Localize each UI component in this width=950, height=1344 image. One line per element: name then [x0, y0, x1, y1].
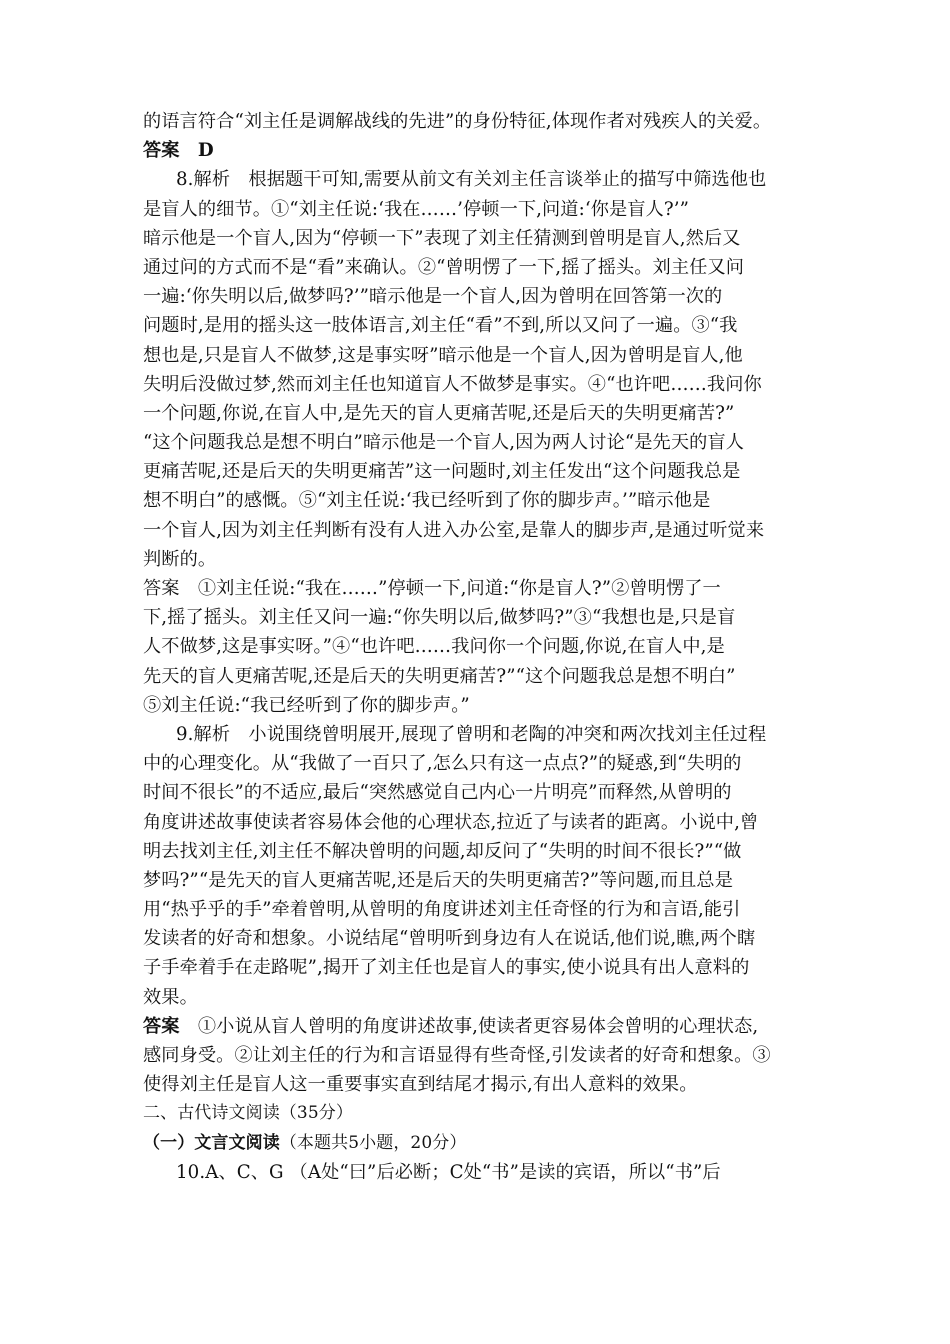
answer-9-line-2: 感同身受。②让刘主任的行为和言语显得有些奇怪,引发读者的好奇和想象。③ — [143, 1045, 771, 1066]
text-line: 答案 D — [143, 140, 214, 162]
text-line: 8.解析 根据题干可知,需要从前文有关刘主任言谈举止的描写中筛选他也 — [176, 169, 767, 191]
text-line: 9.解析 小说围绕曾明展开,展现了曾明和老陶的冲突和两次找刘主任过程 — [176, 723, 767, 745]
subsection-heading: （一）文言文阅读 — [143, 1132, 280, 1153]
text-line: 失明后没做过梦,然而刘主任也知道盲人不做梦是事实。④“也许吧……我问你 — [143, 373, 762, 395]
answer-9-line-1 — [143, 1012, 809, 1041]
text-line: 一个盲人,因为刘主任判断有没有人进入办公室,是靠人的脚步声,是通过听觉来 — [143, 519, 765, 541]
answer-label: 答案 — [143, 1015, 180, 1037]
text-line: 一个问题,你说,在盲人中,是先天的盲人更痛苦呢,还是后天的失明更痛苦?” — [143, 402, 735, 424]
text-line: 一遍:‘你失明以后,做梦吗?’”暗示他是一个盲人,因为曾明在回答第一次的 — [143, 286, 723, 308]
text-line: 通过问的方式而不是“看”来确认。②“曾明愣了一下,摇了摇头。刘主任又问 — [143, 256, 744, 278]
text-line: 中的心理变化。从“我做了一百只了,怎么只有这一点点?”的疑惑,到“失明的 — [143, 753, 742, 775]
text-line: 想也是,只是盲人不做梦,这是事实呀”暗示他是一个盲人,因为曾明是盲人,他 — [143, 344, 743, 366]
text-line: 时间不很长”的不适应,最后“突然感觉自己内心一片明亮”而释然,从曾明的 — [143, 782, 732, 804]
section-title: 二、古代诗文阅读（35分） — [143, 1103, 353, 1124]
question-10-line: 10.A、C、G （A处“曰”后必断；C处“书”是读的宾语，所以“书”后 — [176, 1161, 721, 1183]
subsection-note: （本题共5小题，20分） — [279, 1132, 467, 1153]
text-line: 判断的。 — [143, 548, 217, 570]
text-lines — [143, 107, 809, 1012]
text-line: 下,摇了摇头。刘主任又问一遍:“你失明以后,做梦吗?”③“我想也是,只是盲 — [143, 607, 736, 629]
text-line: “这个问题我总是想不明白”暗示他是一个盲人,因为两人讨论“是先天的盲人 — [143, 432, 744, 454]
text-line: 人不做梦,这是事实呀。”④“也许吧……我问你一个问题,你说,在盲人中,是 — [143, 636, 725, 658]
answer-9-line-3: 使得刘主任是盲人这一重要事实直到结尾才揭示,有出人意料的效果。 — [143, 1074, 698, 1096]
text-line: 的语言符合“刘主任是调解战线的先进”的身份特征,体现作者对残疾人的关爱。 — [143, 111, 772, 132]
text-line: 是盲人的细节。①“刘主任说:‘我在……’停顿一下,问道:‘你是盲人?’” — [143, 198, 689, 220]
text-line: ⑤刘主任说:“我已经听到了你的脚步声。” — [143, 694, 470, 716]
text-line: 效果。 — [143, 986, 198, 1008]
text-line: 用“热乎乎的手”牵着曾明,从曾明的角度讲述刘主任奇怪的行为和言语,能引 — [143, 899, 741, 921]
text-line: 暗示他是一个盲人,因为“停顿一下”表现了刘主任猜测到曾明是盲人,然后又 — [143, 227, 741, 249]
text-line: 想不明白”的感慨。⑤“刘主任说:‘我已经听到了你的脚步声。’”暗示他是 — [143, 490, 711, 512]
text-line: 梦吗?”“是先天的盲人更痛苦呢,还是后天的失明更痛苦?”等问题,而且总是 — [143, 869, 733, 891]
text-line: 答案 ①刘主任说:“我在……”停顿一下,问道:“你是盲人?”②曾明愣了一 — [143, 578, 721, 599]
document-body — [143, 107, 809, 1187]
subsection-title — [143, 1129, 809, 1158]
text-line: 子手牵着手在走路呢”,揭开了刘主任也是盲人的事实,使小说具有出人意料的 — [143, 957, 750, 979]
text-line: 角度讲述故事使读者容易体会他的心理状态,拉近了与读者的距离。小说中,曾 — [143, 811, 759, 833]
text-line: 发读者的好奇和想象。小说结尾“曾明听到身边有人在说话,他们说,瞧,两个瞎 — [143, 928, 756, 950]
text-line: 问题时,是用的摇头这一肢体语言,刘主任“看”不到,所以又问了一遍。③“我 — [143, 315, 738, 337]
text-line: 先天的盲人更痛苦呢,还是后天的失明更痛苦?”“这个问题我总是想不明白” — [143, 665, 736, 687]
text-line: 明去找刘主任,刘主任不解决曾明的问题,却反问了“失明的时间不很长?”“做 — [143, 840, 742, 862]
answer-9-text-1: ①小说从盲人曾明的角度讲述故事,使读者更容易体会曾明的心理状态, — [179, 1015, 759, 1037]
text-line: 更痛苦呢,还是后天的失明更痛苦”这一问题时,刘主任发出“这个问题我总是 — [143, 461, 741, 483]
